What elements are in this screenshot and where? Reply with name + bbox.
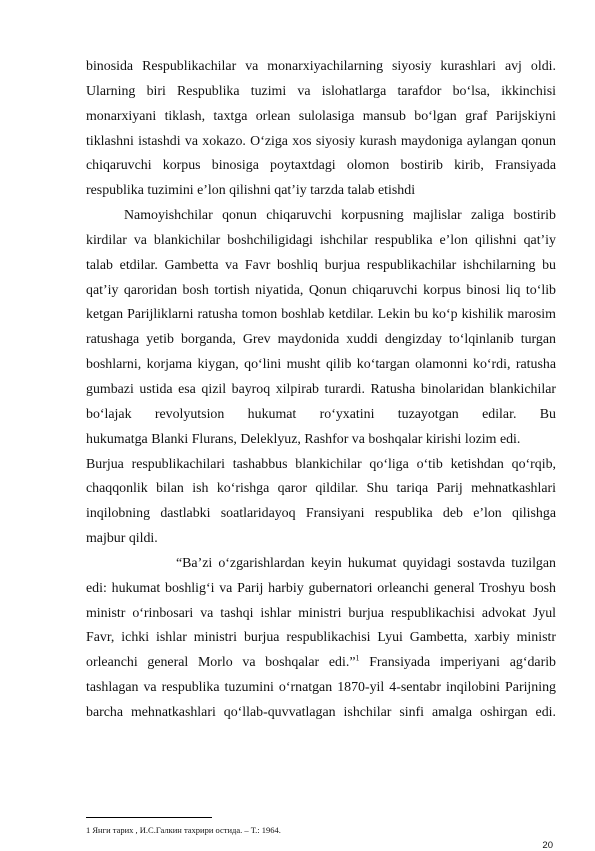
text-line: Fransiyada imperiyani ag‘darib — [359, 655, 556, 671]
page-number: 20 — [542, 840, 553, 851]
text-line: chaqqonlik bilan ish ko‘rishga qaror qildilar. Shu tariqa Parij mehnatkashlari — [86, 481, 556, 497]
footnote: 1 Янги тарих , И.С.Галкин тахрири остида. – Т.: 1964. — [86, 825, 281, 835]
footnote-divider — [86, 817, 212, 818]
paragraph-2 — [86, 204, 556, 428]
paragraph-3-end — [86, 527, 556, 552]
text-line: chiqaruvchi korpus binosiga poytaxtdagi olomon bostirib kirib, Fransiyada — [86, 158, 556, 174]
text-line: inqilobning dastlabki soatlaridayoq Fransiyani respublika deb e’lon qilishga — [86, 506, 556, 522]
text-line: ministr o‘rinbosari va tashqi ishlar ministri burjua respublikachisi advokat Jyul — [86, 605, 556, 621]
text-line: turgan boshlarni, korjama kiygan, qo‘lini musht qilib ko‘targan olamonni ko‘rdi, — [86, 332, 556, 373]
text-line: binosida Respublikachilar va monarxiyachilarning siyosiy kurashlari avj oldi. — [86, 59, 556, 74]
text-line: tiklashni istashdi va xokazo. O‘ziga xos siyosiy kurash maydoniga aylangan qonun — [86, 133, 556, 149]
text-line: talab etdilar. Gambetta va Favr boshliq burjua respublikachilar ishchilarning bu — [86, 257, 556, 273]
text-line: “Ba’zi o‘zgarishlardan keyin hukumat quyidagi sostavda tuzilgan edi: — [86, 555, 556, 596]
paragraph-4 — [86, 552, 556, 726]
text-line: Favr, ichki ishlar ministri burjua respublikachisi Lyui Gambetta, xarbiy ministr — [86, 630, 556, 646]
text-line: qat’iy qaroridan bosh tortish niyatida, Qonun chiqaruvchi korpus binosi liq to‘lib — [86, 282, 556, 298]
document-body — [86, 55, 556, 726]
text-line: blankichilar bo‘lajak revolyutsion hukumat ro‘yxatini tuzayotgan edilar. Bu — [86, 381, 556, 422]
paragraph-1-end — [86, 179, 556, 204]
text-line: monarxiyani tiklash, taxtga orlean sulolasiga mansub bo‘lgan graf Parijskiyni — [86, 108, 556, 124]
paragraph-1 — [86, 55, 556, 179]
text-line: tashlagan va respublika tuzumini o‘rnatgan 1870-yil 4-sentabr inqilobini Parijning — [86, 680, 556, 696]
footnote-marker[interactable]: 1 — [355, 653, 360, 663]
text-line: ratusha gumbazi ustida esa qizil bayroq xilpirab turardi. Ratusha binolaridan — [86, 357, 556, 397]
text-line: hukumatga Blanki Flurans, Deleklyuz, Rashfor va boshqalar kirishi lozim edi. — [86, 431, 521, 447]
text-line: marosim ratushaga yetib borganda, Grev maydonida xuddi dengizday to‘lqinlanib — [86, 307, 556, 348]
text-line: hukumat boshlig‘i va Parij harbiy gubernatori orleanchi general Troshyu bosh — [111, 580, 556, 596]
text-line: kirdilar va blankichilar boshchiligidagi ishchilar respublika e’lon qilishni qat’iy — [86, 232, 556, 248]
text-line: Namoyishchilar qonun chiqaruvchi korpusning majlislar zaliga bostirib — [124, 208, 556, 224]
text-line: barcha mehnatkashlari qo‘llab-quvvatlagan ishchilar sinfi amalga oshirgan edi. — [86, 704, 556, 720]
text-line: ketgan Parijliklarni ratusha tomon boshlab ketdilar. Lekin bu ko‘p kishilik — [86, 307, 504, 323]
text-line: Burjua respublikachilari tashabbus blankichilar qo‘liga o‘tib ketishdan qo‘rqib, — [86, 456, 556, 472]
paragraph-3 — [86, 453, 556, 528]
text-line: majbur qildi. — [86, 531, 158, 547]
text-line: orleanchi general Morlo va boshqalar edi.” — [86, 655, 356, 671]
text-line: Ularning biri Respublika tuzimi va islohatlarga tarafdor bo‘lsa, ikkinchisi — [86, 83, 556, 99]
paragraph-2-end — [86, 428, 556, 453]
text-line: respublika tuzimini e’lon qilishni qat’iy tarzda talab etishdi — [86, 183, 416, 199]
